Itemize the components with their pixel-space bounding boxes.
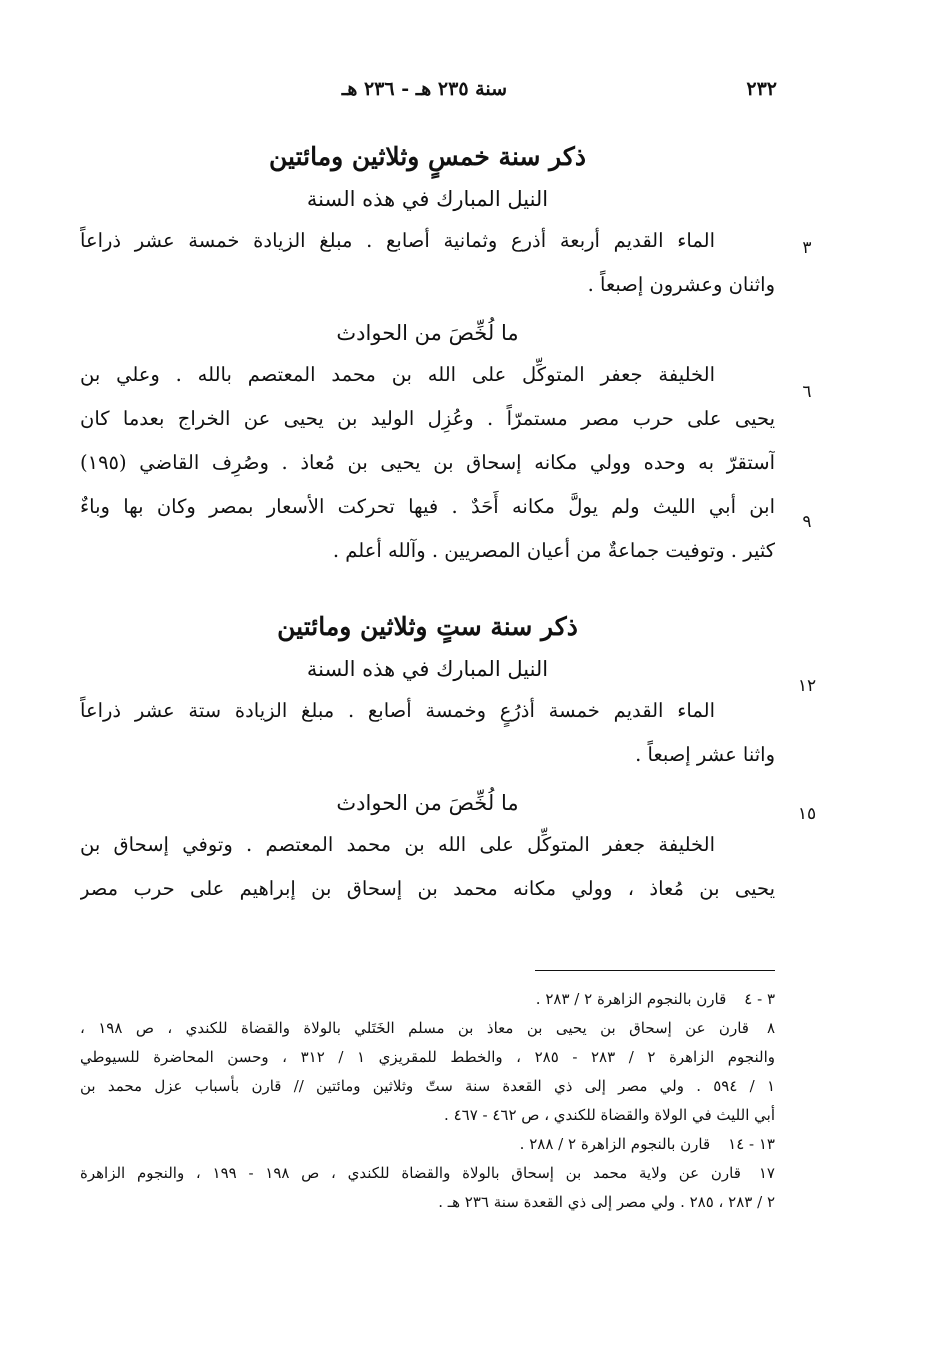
footnote-ref: ٨ bbox=[766, 1019, 775, 1037]
text-line: واثنان وعشرون إصبعاً . bbox=[587, 273, 775, 296]
text-line: الخليفة جعفر المتوكِّل على الله بن محمد المعتصم . وتوفي إسحاق بن bbox=[80, 833, 715, 856]
footnote-continuation: أبي الليث في الولاة والقضاة للكندي ، ص ٤٦٢ - ٤٦٧ . bbox=[444, 1106, 775, 1124]
events-subtitle: ما لُخِّصَ من الحوادث bbox=[336, 321, 519, 345]
footnote bbox=[80, 1159, 775, 1188]
line-number: ٩ bbox=[802, 512, 812, 532]
footnotes bbox=[80, 985, 775, 1217]
text-line: الماء القديم خمسة أذرُعٍ وخمسة أصابع . مبلغ الزيادة ستة عشر ذراعاً bbox=[80, 699, 715, 722]
section-year-236 bbox=[80, 605, 775, 911]
nile-subtitle: النيل المبارك في هذه السنة bbox=[306, 657, 549, 681]
footnote-text: قارن عن إسحاق بن يحيى بن معاذ بن مسلم الخَتَلي بالولاة والقضاة للكندي ، ص ١٩٨ ، bbox=[80, 1019, 749, 1037]
section-year-235 bbox=[80, 135, 775, 573]
text-line: آستقرّ به وحده وولي مكانه إسحاق بن يحيى بن مُعاذ . وصُرِف القاضي (١٩٥) bbox=[80, 451, 775, 474]
line-number: ٣ bbox=[802, 238, 812, 258]
footnote-ref: ١٣ - ١٤ bbox=[728, 1135, 775, 1153]
footnote bbox=[80, 985, 775, 1014]
events-subtitle: ما لُخِّصَ من الحوادث bbox=[336, 791, 519, 815]
line-number: ١٥ bbox=[797, 804, 817, 824]
nile-subtitle: النيل المبارك في هذه السنة bbox=[306, 187, 549, 211]
text-line: يحيى على حرب مصر مستمرّاً . وعُزِل الوليد بن يحيى عن الخراج بعدما كان bbox=[80, 407, 775, 430]
text-line: ابن أبي الليث ولم يولَّ مكانه أَحَدٌ . فيها تحركت الأسعار بمصر وكان بها وباءٌ bbox=[80, 495, 775, 518]
line-number: ١٢ bbox=[797, 676, 817, 696]
footnote-ref: ١٧ bbox=[758, 1164, 775, 1182]
footnote-continuation: ١ / ٥٩٤ . ولي مصر إلى ذي القعدة سنة ستّ وثلاثين ومائتين // قارن بأسباب عزل محمد بن bbox=[80, 1077, 775, 1095]
page-header bbox=[90, 78, 777, 108]
text-line: الخليفة جعفر المتوكِّل على الله بن محمد المعتصم بالله . وعلي بن bbox=[80, 363, 715, 386]
footnote bbox=[80, 1014, 775, 1043]
running-title: سنة ٢٣٥ هـ - ٢٣٦ هـ bbox=[341, 78, 507, 100]
section-title: ذكر سنة ستٍ وثلاثين ومائتين bbox=[277, 612, 578, 641]
footnote bbox=[80, 1130, 775, 1159]
footnote-divider bbox=[535, 970, 775, 971]
footnote-continuation: والنجوم الزاهرة ٢ / ٢٨٣ - ٢٨٥ ، والخطط للمقريزي ١ / ٣١٢ ، وحسن المحاضرة للسيوطي bbox=[80, 1048, 775, 1066]
footnote-ref: ٣ - ٤ bbox=[744, 990, 775, 1008]
footnote-text: قارن عن ولاية محمد بن إسحاق بالولاة والقضاة للكندي ، ص ١٩٨ - ١٩٩ ، والنجوم الزاهرة bbox=[80, 1164, 741, 1182]
section-title: ذكر سنة خمسٍ وثلاثين ومائتين bbox=[269, 142, 586, 171]
text-line: يحيى بن مُعاذ ، وولي مكانه محمد بن إسحاق بن إبراهيم على حرب مصر bbox=[80, 877, 775, 900]
line-number: ٦ bbox=[802, 382, 812, 402]
text-line: الماء القديم أربعة أذرع وثمانية أصابع . مبلغ الزيادة خمسة عشر ذراعاً bbox=[80, 229, 715, 252]
footnote-text: قارن بالنجوم الزاهرة ٢ / ٢٨٨ . bbox=[519, 1135, 711, 1153]
footnote-text: قارن بالنجوم الزاهرة ٢ / ٢٨٣ . bbox=[535, 990, 727, 1008]
page-number: ٢٣٢ bbox=[746, 78, 777, 100]
footnote-continuation: ٢ / ٢٨٣ ، ٢٨٥ . ولي مصر إلى ذي القعدة سنة ٢٣٦ هـ . bbox=[438, 1193, 775, 1211]
text-line: كثير . وتوفيت جماعةٌ من أعيان المصريين . وآلله أعلم . bbox=[332, 539, 775, 562]
text-line: واثنا عشر إصبعاً . bbox=[635, 743, 775, 766]
